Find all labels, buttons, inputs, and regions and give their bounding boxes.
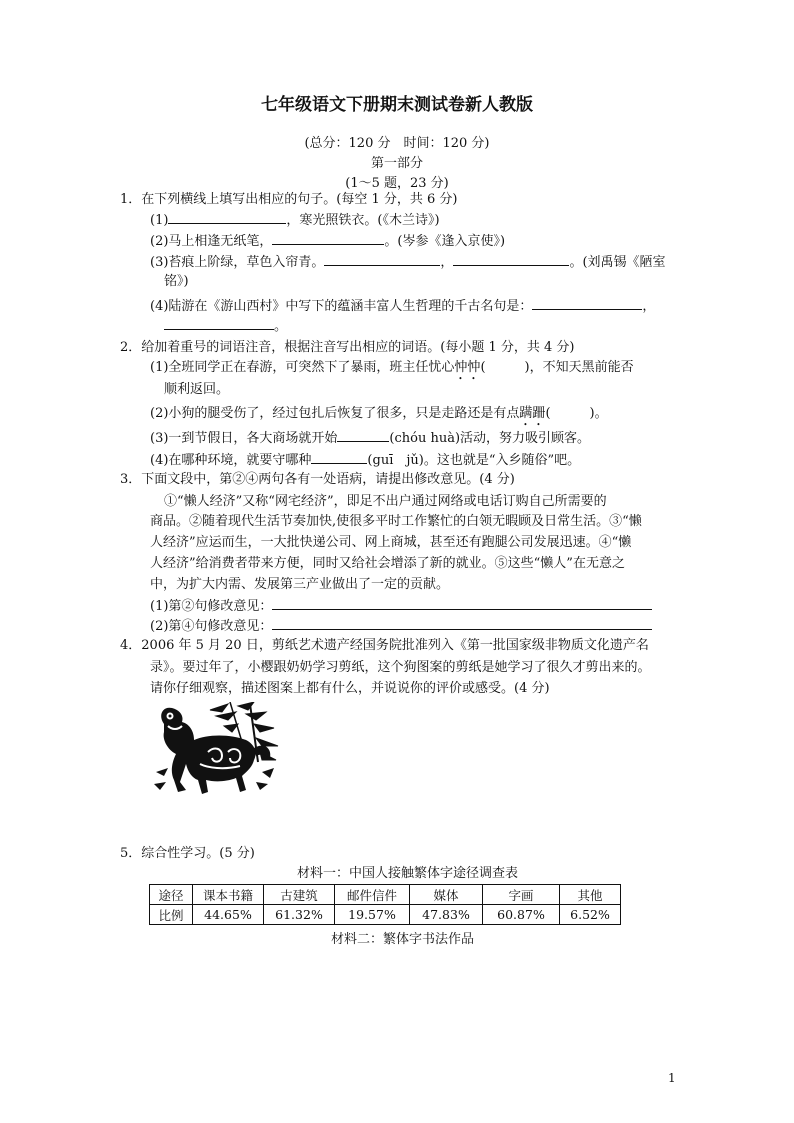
- table-cell: 47.83%: [410, 905, 483, 925]
- table-cell: 途径: [150, 885, 193, 905]
- table-cell: 19.57%: [335, 905, 410, 925]
- answer-blank[interactable]: [272, 231, 384, 245]
- q3-passage-line: 人经济”给消费者带来方便，同时又给社会增添了新的就业。⑤这些“懒人”在无意之: [150, 556, 625, 571]
- part-heading: 第一部分: [370, 156, 423, 171]
- emphasized-word: 忡忡: [454, 360, 481, 375]
- score-time: (总分：120 分 时间：120 分): [304, 136, 490, 151]
- answer-blank[interactable]: [324, 252, 440, 266]
- table-cell: 比例: [150, 905, 193, 925]
- q3-revision-2: (2)第④句修改意见：: [150, 616, 652, 637]
- q3-stem: 3．下面文段中，第②④两句各有一处语病，请提出修改意见。(4 分): [120, 472, 515, 487]
- survey-table: [149, 884, 621, 925]
- answer-blank[interactable]: [532, 296, 642, 310]
- q1-item-4-cont: 。: [164, 316, 287, 337]
- q1-item-3-cont: 铭》): [164, 274, 189, 289]
- q3-passage-line: 商品。②随着现代生活节奏加快,使很多平时工作繁忙的白领无暇顾及日常生活。③“懒: [150, 514, 642, 529]
- q5-stem: 5．综合性学习。(5 分): [120, 846, 255, 861]
- q3-passage-line: 人经济”应运而生，一大批快递公司、网上商城，甚至还有跑腿公司发展迅速。④“懒: [150, 535, 632, 550]
- q1-item-2: (2)马上相逢无纸笔， 。(岑参《逢入京使》): [150, 231, 505, 252]
- part-range: (1～5 题，23 分): [345, 176, 449, 191]
- q2-item-1-cont: 顺利返回。: [164, 382, 230, 397]
- q3-passage-line: ①“懒人经济”又称“网宅经济”，即足不出户通过网络或电话订购自己所需要的: [164, 494, 607, 509]
- q1-stem: 1．在下列横线上填写出相应的句子。(每空 1 分，共 6 分): [120, 192, 458, 207]
- emphasized-word: 蹒跚: [519, 406, 546, 421]
- table-cell: 字画: [483, 885, 560, 905]
- material-1-caption: 材料一：中国人接触繁体字途径调查表: [297, 866, 519, 881]
- dog-papercut-image: [150, 702, 280, 797]
- q2-item-1: (1)全班同学正在春游，可突然下了暴雨，班主任忧心忡忡( )，不知天黑前能否: [150, 360, 634, 375]
- table-cell: 媒体: [410, 885, 483, 905]
- table-cell: 课本书籍: [193, 885, 264, 905]
- answer-line[interactable]: [272, 596, 652, 610]
- q1-item-3: (3)苔痕上阶绿，草色入帘青。 ， 。(刘禹锡《陋室: [150, 252, 666, 273]
- table-cell: 其他: [560, 885, 621, 905]
- answer-blank[interactable]: [453, 252, 569, 266]
- answer-blank[interactable]: [168, 210, 286, 224]
- table-row: [150, 905, 621, 925]
- q3-revision-1: (1)第②句修改意见：: [150, 596, 652, 617]
- q2-item-2: (2)小狗的腿受伤了，经过包扎后恢复了很多，只是走路还是有点蹒跚( )。: [150, 406, 608, 421]
- table-cell: 61.32%: [264, 905, 335, 925]
- answer-blank[interactable]: [164, 316, 274, 330]
- answer-blank[interactable]: [337, 428, 389, 442]
- q4-line: 录》。要过年了，小樱跟奶奶学习剪纸，这个狗图案的剪纸是她学习了很久才剪出来的。: [150, 660, 651, 675]
- q4-line: 请你仔细观察，描述图案上都有什么，并说说你的评价或感受。(4 分): [150, 681, 550, 696]
- page-title: 七年级语文下册期末测试卷新人教版: [261, 95, 533, 115]
- table-cell: 6.52%: [560, 905, 621, 925]
- page-number: 1: [668, 1071, 676, 1085]
- q3-passage-line: 中，为扩大内需、发展第三产业做出了一定的贡献。: [150, 577, 450, 592]
- table-row: [150, 885, 621, 905]
- table-cell: 古建筑: [264, 885, 335, 905]
- q2-stem: 2．给加着重号的词语注音，根据注音写出相应的词语。(每小题 1 分，共 4 分): [120, 340, 575, 355]
- q4-line: 4．2006 年 5 月 20 日，剪纸艺术遗产经国务院批准列入《第一批国家级非物质文化遗产名: [120, 638, 649, 653]
- q1-item-4: (4)陆游在《游山西村》中写下的蕴涵丰富人生哲理的千古名句是： ，: [150, 296, 655, 317]
- table-cell: 60.87%: [483, 905, 560, 925]
- q2-item-3: (3)一到节假日，各大商场就开始 (chóu huà)活动，努力吸引顾客。: [150, 428, 590, 449]
- table-cell: 44.65%: [193, 905, 264, 925]
- answer-blank[interactable]: [311, 450, 367, 464]
- material-2-caption: 材料二：繁体字书法作品: [331, 932, 475, 947]
- answer-line[interactable]: [272, 616, 652, 630]
- q2-item-4: (4)在哪种环境，就要守哪种 (guī jǔ)。这也就是“入乡随俗”吧。: [150, 450, 580, 471]
- q1-item-1: (1) ，寒光照铁衣。(《木兰诗》): [150, 210, 440, 231]
- table-cell: 邮件信件: [335, 885, 410, 905]
